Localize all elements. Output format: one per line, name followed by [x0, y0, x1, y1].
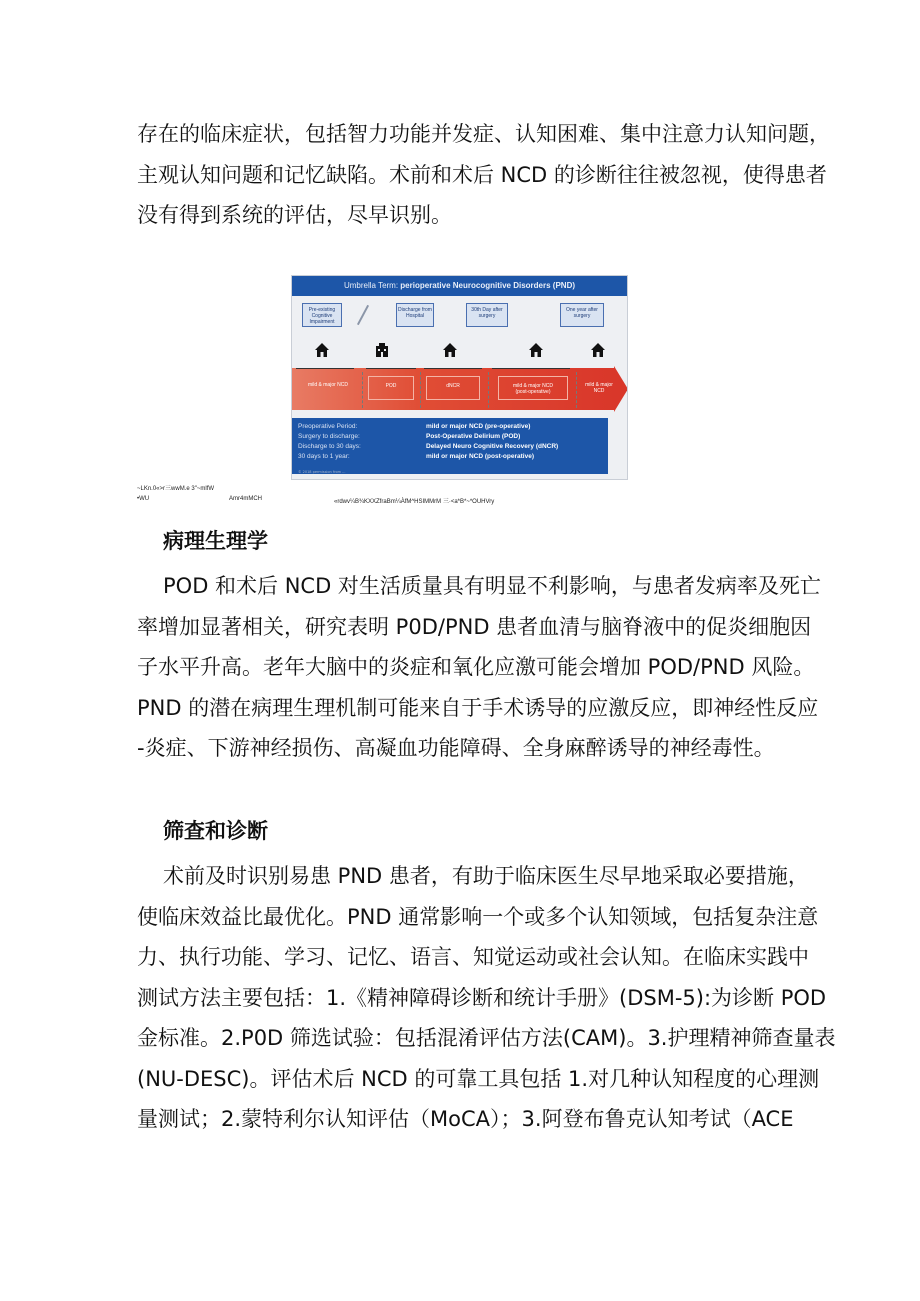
- text-line: PND 的潜在病理生理机制可能来自于手术诱导的应激反应，即神经性反应: [137, 695, 819, 720]
- timeline-divider: [488, 372, 490, 408]
- figure-caption-line2c: «rdwv¼B¾KXXZfraBm¼ÀfM^HSIMMrM 三·<a*B*~*OUHVry: [334, 499, 495, 505]
- timeline-tick: [296, 368, 354, 369]
- timeline-tick: [366, 368, 416, 369]
- section-heading-pathophysiology: 病理生理学: [163, 529, 268, 553]
- segment-late-ncd: mild & major NCD: [585, 382, 613, 394]
- legend-row: Surgery to discharge: Post-Operative Delirium (POD): [298, 433, 521, 440]
- figure-title: Umbrella Term: perioperative Neurocognitive Disorders (PND): [292, 276, 627, 296]
- timeline-divider: [576, 372, 578, 408]
- figure-caption-line2a: •WU: [137, 496, 150, 502]
- section-heading-screening: 筛查和诊断: [163, 819, 268, 843]
- house-icon: [528, 342, 544, 358]
- text-line: 率增加显著相关，研究表明 P0D/PND 患者血清与脑脊液中的促炎细胞因: [137, 614, 812, 639]
- text-line: 术前及时识别易患 PND 患者，有助于临床医生尽早地采取必要措施，: [163, 864, 809, 888]
- timeline-tick: [424, 368, 482, 369]
- stage-30th-day: 30th Day after surgery: [466, 303, 508, 327]
- timeline-arrowhead: [614, 366, 628, 412]
- figure-caption-line2b: Amr4mMCH: [229, 496, 262, 502]
- timeline-divider: [420, 372, 422, 408]
- stage-discharge: Discharge from Hospital: [396, 303, 434, 327]
- text-line: 存在的临床症状，包括智力功能并发症、认知困难、集中注意力认知问题，: [137, 122, 830, 146]
- text-line: 主观认知问题和记忆缺陷。术前和术后 NCD 的诊断往往被忽视，使得患者: [137, 162, 827, 187]
- segment-dncr: dNCR: [426, 376, 480, 400]
- legend-row: 30 days to 1 year: mild or major NCD (post-operative): [298, 453, 534, 460]
- timeline-divider: [362, 372, 364, 408]
- text-line: (NU-DESC)。评估术后 NCD 的可靠工具包括 1.对几种认知程度的心理测: [137, 1066, 820, 1091]
- text-line: 力、执行功能、学习、记忆、语言、知觉运动或社会认知。在临床实践中: [137, 945, 809, 969]
- stage-preexisting: Pre-existing Cognitive Impairment: [302, 303, 342, 327]
- pnd-timeline-figure: [291, 275, 628, 480]
- text-line: -炎症、下游神经损伤、高凝血功能障碍、全身麻醉诱导的神经毒性。: [137, 736, 775, 760]
- figure-legend: [292, 418, 608, 474]
- divider-slash: [357, 305, 369, 325]
- hospital-icon: [374, 342, 390, 358]
- paragraph-pathophysiology: [137, 566, 821, 769]
- segment-pre-ncd: mild & major NCD: [307, 382, 348, 388]
- legend-row: Preoperative Period: mild or major NCD (pre-operative): [298, 423, 531, 430]
- timeline-tick: [492, 368, 570, 369]
- text-line: 子水平升高。老年大脑中的炎症和氧化应激可能会增加 POD/PND 风险。: [137, 655, 815, 679]
- figure-caption-line1: ~LKn.0«>r三wwM.e 3"~mlfW: [137, 486, 214, 492]
- house-icon: [314, 342, 330, 358]
- house-icon: [442, 342, 458, 358]
- paragraph-intro: [137, 114, 830, 236]
- segment-post-ncd: mild & major NCD (post-operative): [498, 376, 568, 400]
- stage-one-year: One year after surgery: [560, 303, 604, 327]
- figure-copyright: © 2018 permission from ...: [298, 470, 346, 474]
- text-line: 使临床效益比最优化。PND 通常影响一个或多个认知领域，包括复杂注意: [137, 904, 819, 929]
- text-line: 金标准。2.P0D 筛选试验：包括混淆评估方法(CAM)。3.护理精神筛查量表: [137, 1026, 836, 1050]
- text-line: POD 和术后 NCD 对生活质量具有明显不利影响，与患者发病率及死亡: [163, 574, 821, 598]
- text-line: 量测试；2.蒙特利尔认知评估（MoCA）；3.阿登布鲁克认知考试（ACE: [137, 1107, 794, 1131]
- legend-row: Discharge to 30 days: Delayed Neuro Cognitive Recovery (dNCR): [298, 443, 559, 450]
- segment-pod: POD: [368, 376, 414, 400]
- text-line: 测试方法主要包括：1.《精神障碍诊断和统计手册》(DSM-5):为诊断 POD: [137, 985, 827, 1010]
- text-line: 没有得到系统的评估，尽早识别。: [137, 203, 452, 227]
- paragraph-screening: [137, 856, 836, 1140]
- house-icon: [590, 342, 606, 358]
